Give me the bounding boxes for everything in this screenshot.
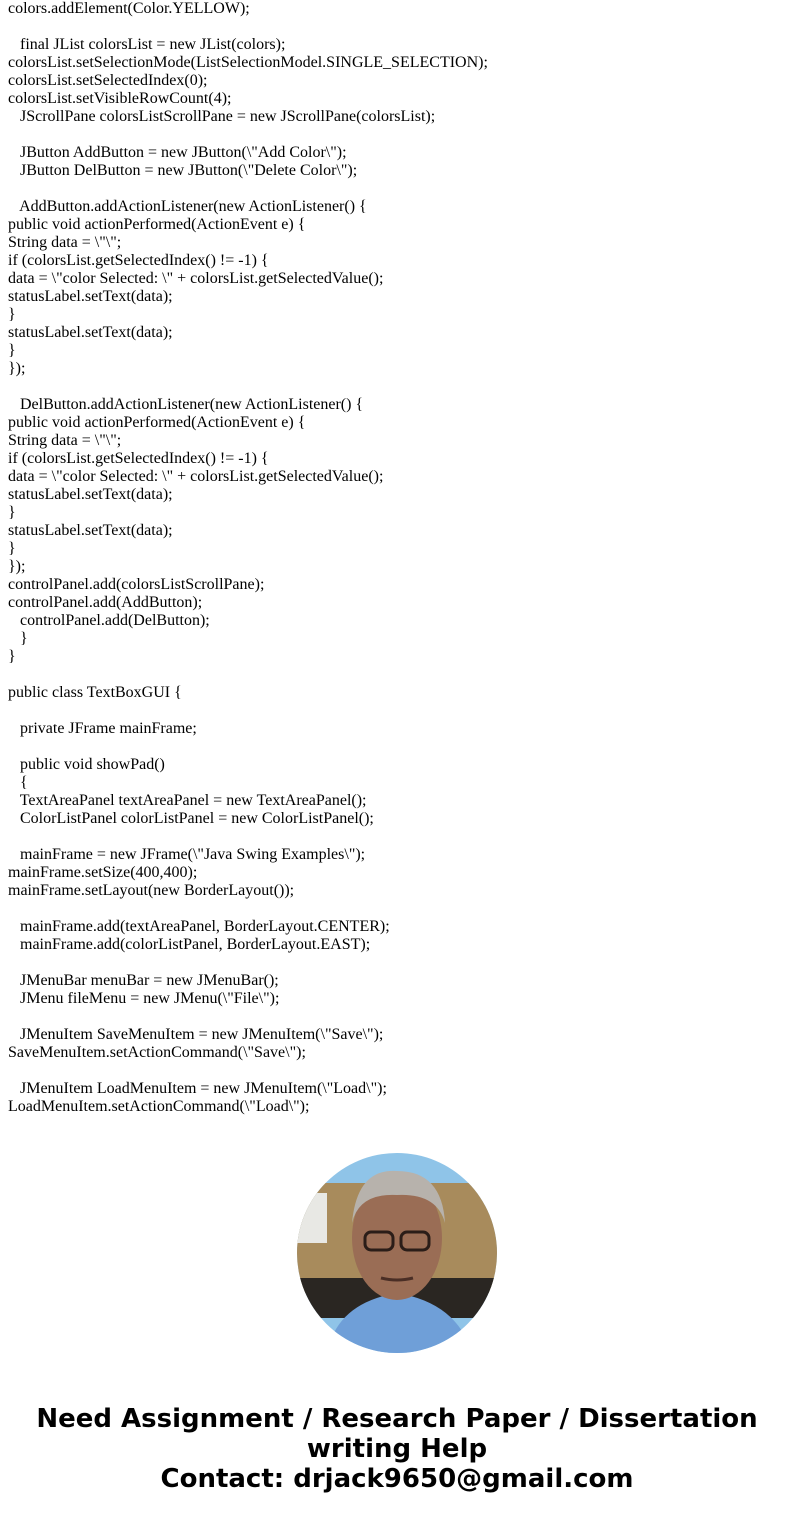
code-line: mainFrame.setSize(400,400); xyxy=(8,864,198,881)
code-line: public void actionPerformed(ActionEvent e) { xyxy=(8,414,306,431)
code-line: data = \"color Selected: \" + colorsList.getSelectedValue(); xyxy=(8,270,384,287)
code-line: colorsList.setSelectionMode(ListSelectionModel.SINGLE_SELECTION); xyxy=(8,54,488,71)
code-line: private JFrame mainFrame; xyxy=(8,720,197,737)
code-line: JButton AddButton = new JButton(\"Add Color\"); xyxy=(8,144,347,161)
code-line xyxy=(8,378,488,396)
code-line: controlPanel.add(colorsListScrollPane); xyxy=(8,576,265,593)
code-line: mainFrame.add(colorListPanel, BorderLayout.EAST); xyxy=(8,936,371,953)
promo-banner xyxy=(0,1404,794,1494)
code-line: colors.addElement(Color.YELLOW); xyxy=(8,0,250,17)
code-line: } xyxy=(8,648,16,665)
code-line: SaveMenuItem.setActionCommand(\"Save\"); xyxy=(8,1044,306,1061)
code-line xyxy=(8,180,488,198)
code-line xyxy=(8,18,488,36)
code-line: if (colorsList.getSelectedIndex() != -1) { xyxy=(8,252,269,269)
code-line: DelButton.addActionListener(new ActionListener() { xyxy=(8,396,364,413)
code-line xyxy=(8,126,488,144)
code-line xyxy=(8,702,488,720)
code-line: data = \"color Selected: \" + colorsList.getSelectedValue(); xyxy=(8,468,384,485)
code-line: AddButton.addActionListener(new ActionListener() { xyxy=(8,198,367,215)
code-line: statusLabel.setText(data); xyxy=(8,486,173,503)
code-line xyxy=(8,738,488,756)
promo-line-2: writing Help xyxy=(306,1434,488,1464)
code-line: } xyxy=(8,540,16,557)
code-line: String data = \"\"; xyxy=(8,234,122,251)
code-line: colorsList.setSelectedIndex(0); xyxy=(8,72,208,89)
promo-line-1: Need Assignment / Research Paper / Dissertation xyxy=(36,1404,758,1434)
code-line: { xyxy=(8,774,28,791)
code-line: } xyxy=(8,306,16,323)
code-line: controlPanel.add(DelButton); xyxy=(8,612,210,629)
code-line xyxy=(8,666,488,684)
code-line: JMenuItem SaveMenuItem = new JMenuItem(\"Save\"); xyxy=(8,1026,384,1043)
code-line: mainFrame.setLayout(new BorderLayout()); xyxy=(8,882,295,899)
code-line: }); xyxy=(8,558,26,575)
code-line xyxy=(8,1008,488,1026)
code-line: String data = \"\"; xyxy=(8,432,122,449)
code-line: statusLabel.setText(data); xyxy=(8,522,173,539)
code-listing xyxy=(8,0,488,1116)
code-line: mainFrame.add(textAreaPanel, BorderLayout.CENTER); xyxy=(8,918,390,935)
code-line xyxy=(8,1062,488,1080)
code-line xyxy=(8,954,488,972)
code-line: mainFrame = new JFrame(\"Java Swing Examples\"); xyxy=(8,846,366,863)
code-line: LoadMenuItem.setActionCommand(\"Load\"); xyxy=(8,1098,310,1115)
code-line: if (colorsList.getSelectedIndex() != -1) { xyxy=(8,450,269,467)
code-line: }); xyxy=(8,360,26,377)
code-line xyxy=(8,900,488,918)
code-line: ColorListPanel colorListPanel = new ColorListPanel(); xyxy=(8,810,374,827)
code-line: } xyxy=(8,504,16,521)
code-line: controlPanel.add(AddButton); xyxy=(8,594,203,611)
code-line: statusLabel.setText(data); xyxy=(8,324,173,341)
code-line: JMenuItem LoadMenuItem = new JMenuItem(\"Load\"); xyxy=(8,1080,387,1097)
code-line: final JList colorsList = new JList(colors); xyxy=(8,36,286,53)
code-line xyxy=(8,828,488,846)
code-line: colorsList.setVisibleRowCount(4); xyxy=(8,90,232,107)
code-line: JMenuBar menuBar = new JMenuBar(); xyxy=(8,972,279,989)
code-line: JScrollPane colorsListScrollPane = new JScrollPane(colorsList); xyxy=(8,108,436,125)
promo-contact: Contact: drjack9650@gmail.com xyxy=(160,1464,634,1494)
code-line: public void actionPerformed(ActionEvent e) { xyxy=(8,216,306,233)
author-avatar-icon xyxy=(297,1153,497,1353)
code-line: } xyxy=(8,630,28,647)
code-line: JButton DelButton = new JButton(\"Delete Color\"); xyxy=(8,162,358,179)
code-line: public void showPad() xyxy=(8,756,165,773)
code-line: statusLabel.setText(data); xyxy=(8,288,173,305)
code-line: JMenu fileMenu = new JMenu(\"File\"); xyxy=(8,990,280,1007)
code-line: public class TextBoxGUI { xyxy=(8,684,182,701)
code-line: TextAreaPanel textAreaPanel = new TextAreaPanel(); xyxy=(8,792,367,809)
code-line: } xyxy=(8,342,16,359)
